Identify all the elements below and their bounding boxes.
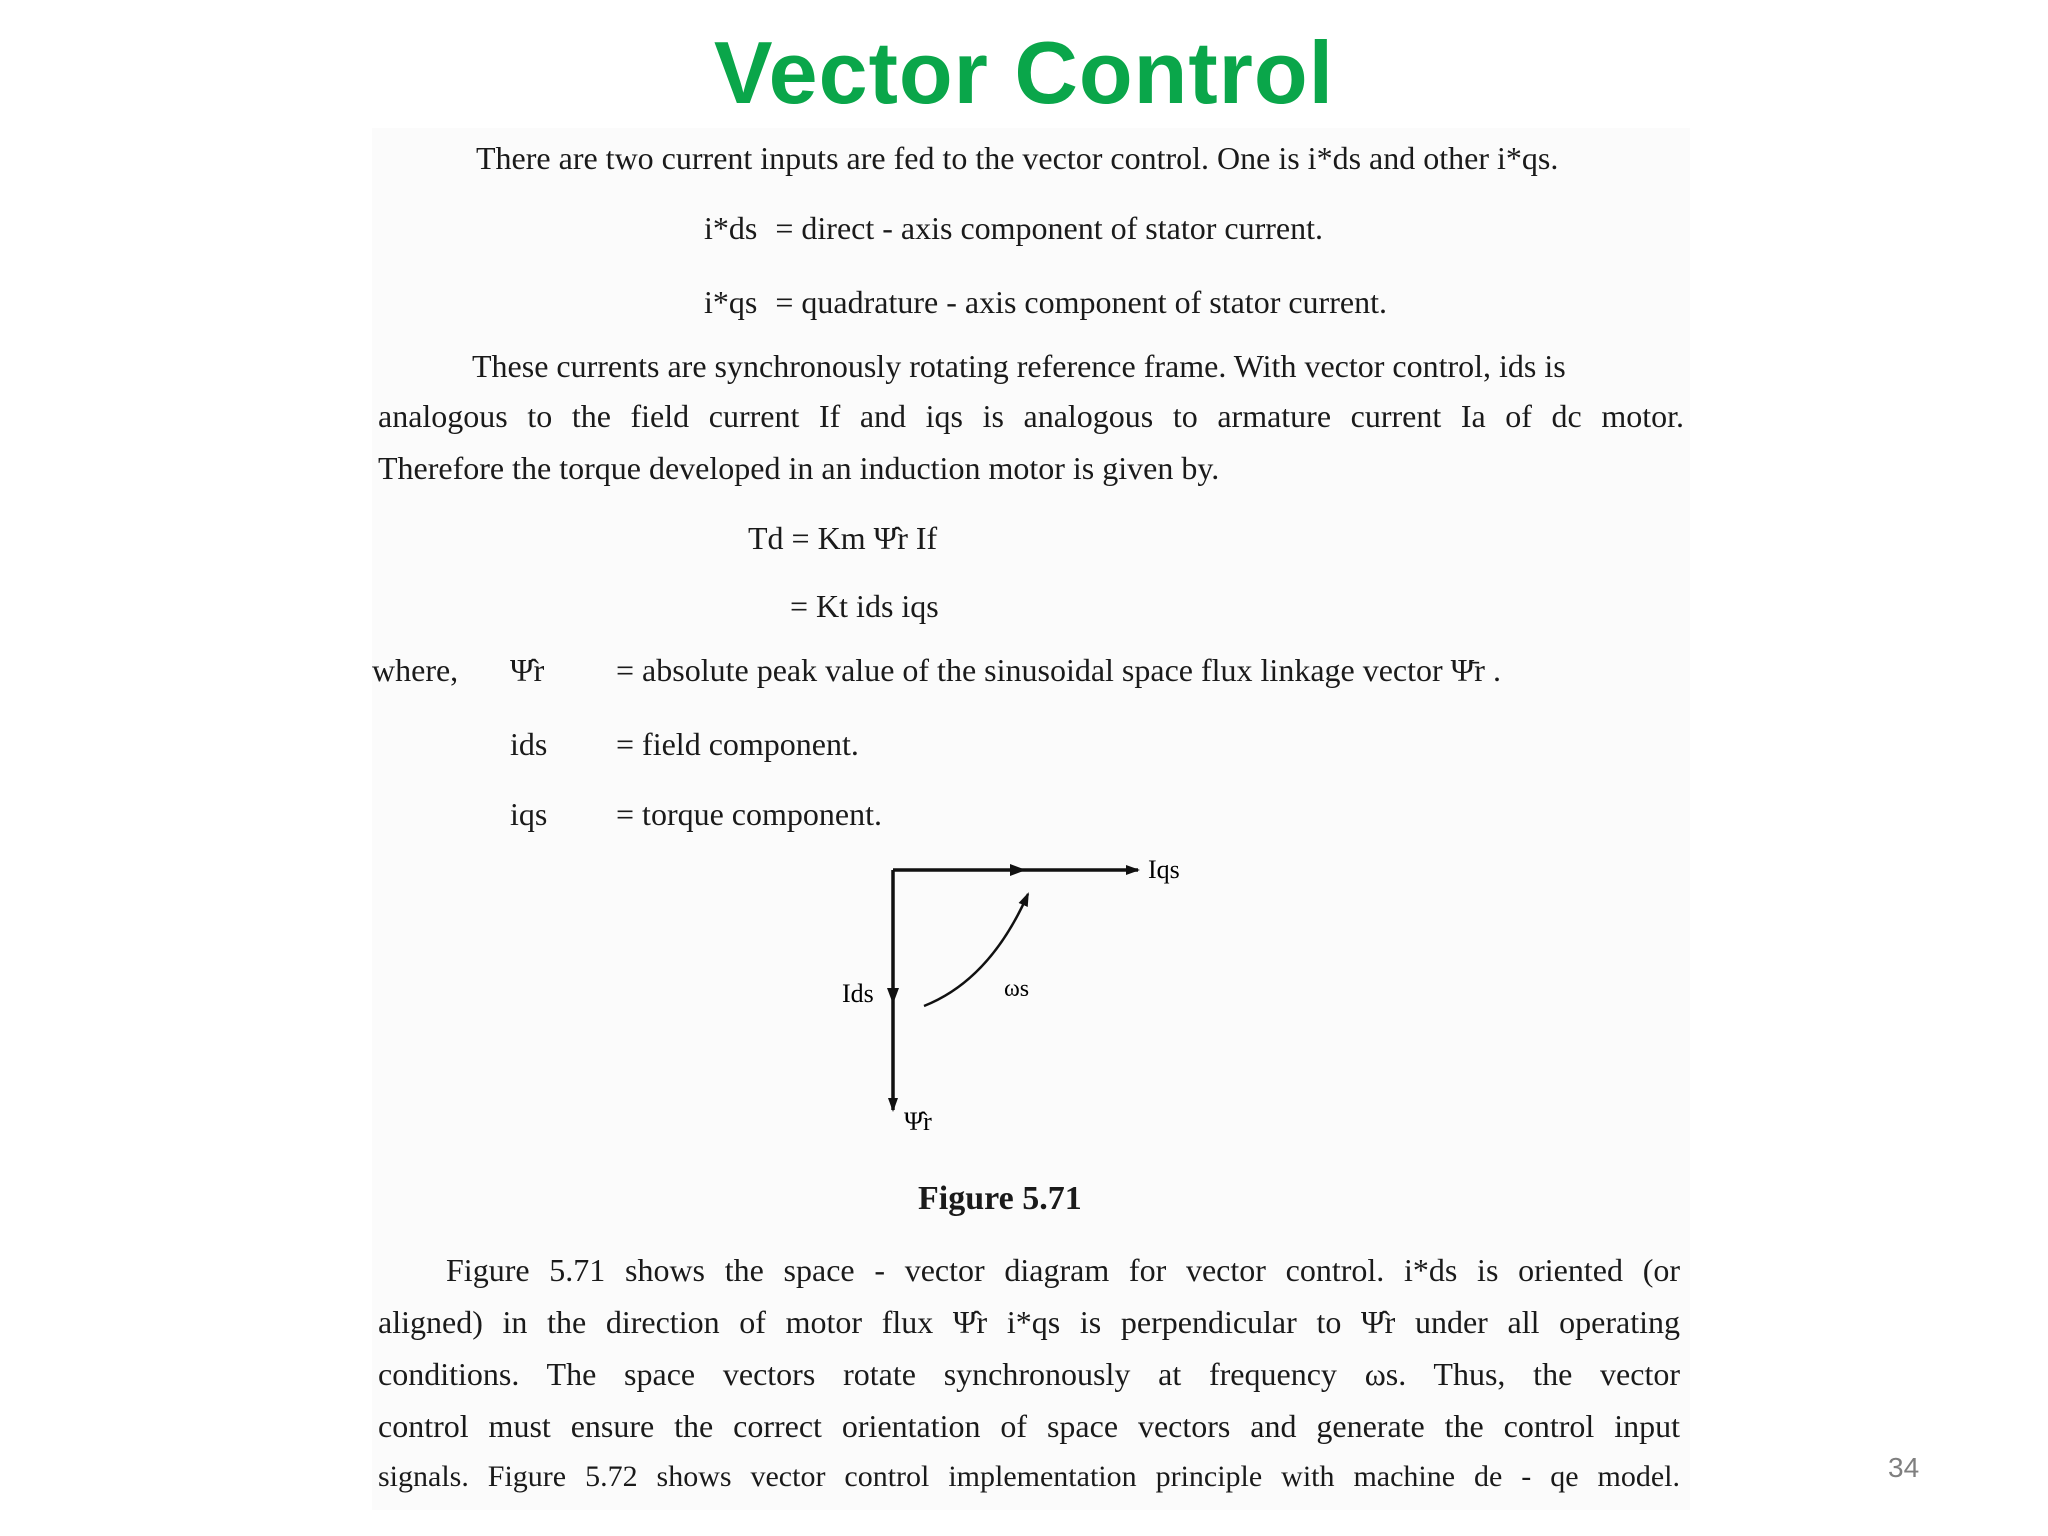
where-text: = field component.: [616, 726, 859, 762]
where-text: = torque component.: [616, 796, 882, 832]
iqs-label: Iqs: [1148, 855, 1180, 884]
definition-symbol: i*qs: [704, 284, 758, 320]
equation-torque-1: Td = Km Ψ̂r If: [748, 520, 938, 556]
where-row-psi: [372, 654, 1501, 686]
where-symbol: ids: [510, 726, 548, 762]
omega-label: ωs: [1004, 976, 1030, 1002]
intro-text: There are two current inputs are fed to the vector control. One is i*ds and other i*qs.: [476, 140, 1559, 176]
ids-label: Ids: [842, 979, 874, 1008]
where-row-iqs: [372, 798, 882, 830]
definition-iqs: [704, 286, 1387, 318]
where-text: = absolute peak value of the sinusoidal space flux linkage vector Ψ̄r .: [616, 652, 1501, 688]
para2-line-1: Figure 5.71 shows the space - vector diagram for vector control. i*ds is oriented (or: [446, 1252, 1680, 1288]
iqs-mid-arrowhead: [1010, 864, 1026, 876]
equation-torque-2: = Kt ids iqs: [790, 588, 939, 624]
slide-title: Vector Control: [713, 23, 1335, 122]
definition-text: = quadrature - axis component of stator current.: [775, 284, 1387, 320]
para1-line-2: analogous to the field current If and iqs is analogous to armature current Ia of dc motor.: [378, 398, 1684, 434]
definition-text: = direct - axis component of stator current.: [775, 210, 1323, 246]
para1-line-1: These currents are synchronously rotating reference frame. With vector control, ids is: [472, 348, 1566, 384]
para1-line-3: Therefore the torque developed in an induction motor is given by.: [378, 450, 1220, 486]
para2-line-3: conditions. The space vectors rotate synchronously at frequency ωs. Thus, the vector: [378, 1356, 1680, 1392]
para2-line-5: signals. Figure 5.72 shows vector control implementation principle with machine de - qe model.: [378, 1460, 1680, 1493]
definition-ids: [704, 212, 1323, 244]
psi-label: Ψ̂r: [904, 1107, 932, 1136]
para2-line-4: control must ensure the correct orientation of space vectors and generate the control input: [378, 1408, 1680, 1444]
ids-mid-arrowhead: [887, 988, 899, 1004]
where-row-ids: [372, 728, 859, 760]
where-lead: where,: [372, 652, 459, 688]
where-symbol: Ψ̂r: [510, 652, 545, 688]
page-number: 34: [1888, 1452, 1920, 1483]
definition-symbol: i*ds: [704, 210, 758, 246]
para2-line-2: aligned) in the direction of motor flux Ψ̂r i*qs is perpendicular to Ψ̂r under all operating: [378, 1304, 1680, 1340]
where-symbol: iqs: [510, 796, 548, 832]
figure-caption: Figure 5.71: [918, 1180, 1082, 1217]
space-vector-diagram: [820, 840, 1220, 1160]
